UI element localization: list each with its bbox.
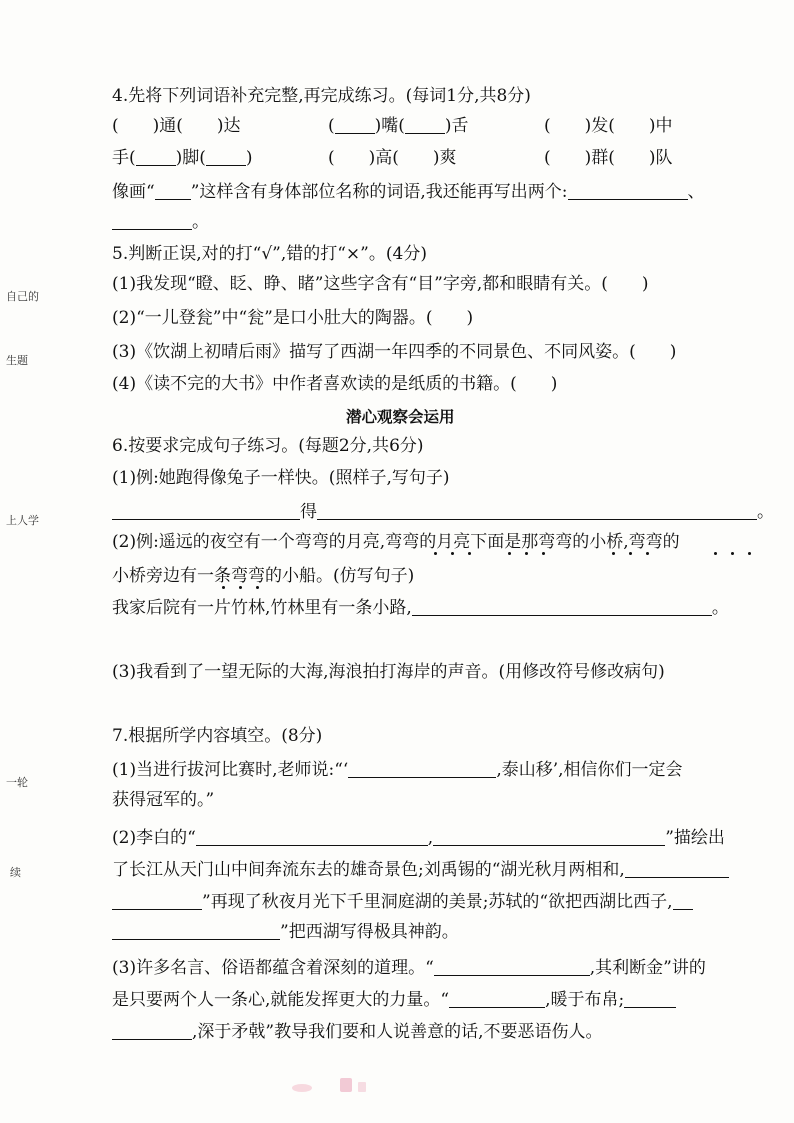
q5-item-4: (4)《读不完的大书》中作者喜欢读的是纸质的书籍。( ) <box>112 374 558 394</box>
q6-s2-answer-line: 我家后院有一片竹林,竹林里有一条小路, 。 <box>112 598 729 618</box>
q5-title: 5.判断正误,对的打“√”,错的打“×”。(4分) <box>112 244 427 264</box>
margin-note-5: 续 <box>10 866 21 879</box>
q6-title: 6.按要求完成句子练习。(每题2分,共6分) <box>112 436 424 456</box>
q4-row2-item2: ( )高( )爽 <box>328 148 457 168</box>
q4-row2-item3: ( )群( )队 <box>544 148 673 168</box>
decorative-stamp-icon <box>288 1074 384 1094</box>
q6-s2-example-line2: 小桥旁边有一条弯弯的小船。(仿写句子) <box>112 566 415 586</box>
q5-item-3: (3)《饮湖上初晴后雨》描写了西湖一年四季的不同景色、不同风姿。( ) <box>112 342 677 362</box>
q5-item-2: (2)“一儿登瓮”中“瓮”是口小肚大的陶器。( ) <box>112 308 474 328</box>
q7-p3-line3: ,深于矛戟”教导我们要和人说善意的话,不要恶语伤人。 <box>112 1020 603 1044</box>
q6-s3: (3)我看到了一望无际的大海,海浪拍打海岸的声音。(用修改符号修改病句) <box>112 662 665 682</box>
margin-note-2: 生题 <box>6 354 28 367</box>
q7-p3-line2: 是只要两个人一条心,就能发挥更大的力量。“ ,暖于布帛; <box>112 988 676 1012</box>
q6-s1-answer-line: 得 。 <box>112 500 774 524</box>
q7-p3-line1: (3)许多名言、俗语都蕴含着深刻的道理。“ ,其利断金”讲的 <box>112 958 706 978</box>
q5-item-1: (1)我发现“瞪、眨、睁、睹”这些字含有“目”字旁,都和眼睛有关。( ) <box>112 274 649 294</box>
margin-note-3: 上人学 <box>6 514 39 527</box>
q4-line3: 像画“ ”这样含有身体部位名称的词语,我还能再写出两个: 、 <box>112 182 705 202</box>
q4-title: 4.先将下列词语补充完整,再完成练习。(每词1分,共8分) <box>112 86 531 106</box>
q6-s2-example-line1: (2)例:遥远的夜空有一个弯弯的月亮,弯弯的月亮下面是那弯弯的小桥,弯弯的 <box>112 532 680 552</box>
q7-p1-line2: 获得冠军的。” <box>112 790 215 810</box>
q7-p2-line2: 了长江从天门山中间奔流东去的雄奇景色;刘禹锡的“湖光秋月两相和, <box>112 858 729 882</box>
q4-row2-item1: 手( )脚( ) <box>112 148 253 168</box>
margin-note-1: 自己的 <box>6 290 39 303</box>
q6-s1-example: (1)例:她跑得像兔子一样快。(照样子,写句子) <box>112 468 450 488</box>
q4-row1-item1: ( )通( )达 <box>112 116 241 136</box>
q7-title: 7.根据所学内容填空。(8分) <box>112 726 323 746</box>
q7-p2-line3: ”再现了秋夜月光下千里洞庭湖的美景;苏轼的“欲把西湖比西子, <box>112 890 693 914</box>
q4-row1-item3: ( )发( )中 <box>544 116 673 136</box>
q7-p2-line4: ”把西湖写得极具神韵。 <box>112 920 459 944</box>
q4-row1-item2: ( )嘴( )舌 <box>328 116 469 136</box>
q4-line4: 。 <box>112 210 209 234</box>
section-title: 潜心观察会运用 <box>346 408 455 426</box>
q7-p2-line1: (2)李白的“ , ”描绘出 <box>112 828 725 848</box>
margin-note-4: 一轮 <box>6 776 28 789</box>
q7-p1-line1: (1)当进行拔河比赛时,老师说:“‘ ,泰山移’,相信你们一定会 <box>112 760 683 780</box>
